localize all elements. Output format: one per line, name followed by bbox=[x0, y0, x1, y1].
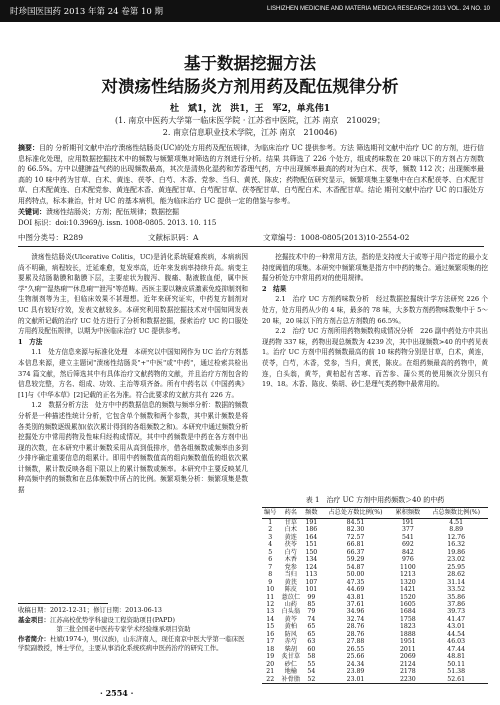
table-cell: 84.51 bbox=[346, 519, 365, 526]
table-cell: 134 bbox=[305, 556, 318, 564]
table-cell: 柴胡 bbox=[284, 645, 297, 653]
table-cell: 842 bbox=[401, 548, 414, 556]
footnote-divider bbox=[18, 603, 108, 604]
table-cell: 1758 bbox=[400, 615, 416, 623]
affiliation-1: (1. 南京中医药大学第一临床医学院 · 江苏省中医院，江苏 南京 210029； bbox=[114, 116, 385, 125]
doi-line: DOI 标识：doi:10.3969/j. issn. 1008-0805. 2013. 10. 115 bbox=[18, 219, 217, 227]
section-divider bbox=[18, 246, 484, 247]
table-cell: 15 bbox=[266, 623, 275, 631]
table-cell: 2124 bbox=[400, 660, 416, 668]
table-cell: 59.29 bbox=[346, 556, 365, 564]
authors: 杜 斌1，沈 洪1，王 军2，单兆伟1 bbox=[169, 104, 331, 114]
table-cell: 44.54 bbox=[447, 630, 466, 638]
table-cell: 19.86 bbox=[447, 548, 466, 556]
table-cell: 12 bbox=[266, 600, 275, 608]
table-cell: 1213 bbox=[400, 571, 416, 579]
title-line-2: 对溃疡性结肠炎方剂用药及配伍规律分析 bbox=[101, 77, 399, 96]
table-cell: 33.52 bbox=[447, 586, 466, 594]
keywords-label: 关键词： bbox=[18, 207, 46, 216]
keywords bbox=[18, 207, 484, 218]
fund-line bbox=[18, 616, 248, 626]
table-cell: 6 bbox=[268, 556, 273, 564]
table-cell: 66.37 bbox=[346, 548, 365, 556]
table-cell: 山药 bbox=[284, 600, 297, 608]
table-cell: 35.86 bbox=[447, 593, 466, 601]
table-cell: 陈皮 bbox=[284, 586, 297, 594]
table-cell: 赤芍 bbox=[284, 638, 297, 646]
table-cell: 补骨脂 bbox=[278, 676, 303, 684]
table-row bbox=[262, 676, 488, 684]
table-cell: 66.81 bbox=[346, 541, 365, 549]
table-cell: 28.62 bbox=[447, 571, 466, 579]
table-cell: 2 bbox=[268, 526, 273, 534]
table-cell: 24.34 bbox=[346, 660, 365, 668]
table-cell: 52 bbox=[303, 676, 319, 684]
table-cell: 16.32 bbox=[447, 541, 466, 549]
title-line-1: 基于数据挖掘方法 bbox=[184, 54, 316, 73]
table-cell: 377 bbox=[401, 526, 414, 534]
table-row bbox=[262, 586, 488, 593]
table-1-title: 表 1 治疗 UC 方剂中用药频数＞40 的中药 bbox=[305, 496, 445, 504]
table-cell: 8.89 bbox=[449, 526, 464, 534]
paragraph: 2.2 治疗 UC 方剂所用药物频数构成情况分析 226 副中药处方中共出现药物 337 味，药物出现总频数为 4239 次，其中出现频数>40 的中药见表 1。治疗 UC 方剂中用药频数最高的前 10 味药物分别是甘草，白术，黄连，茯苓，白芍，木香，党参，当归，黄芪，陈皮。在组药频最高的药物中，黄连，白头翁，黄芩，黄柏起有苦寒、而苦参、蒲公英的使用频次分别只有 19、18。木香、陈皮、柴胡、砂仁是理气类药物中最常用的。 bbox=[262, 327, 488, 389]
table-cell: 55 bbox=[307, 660, 316, 668]
table-cell: 地榆 bbox=[284, 668, 297, 676]
table-cell: 7 bbox=[268, 563, 273, 571]
author-bio bbox=[18, 635, 248, 654]
table-cell: 28.76 bbox=[346, 623, 365, 631]
table-cell: 46.03 bbox=[447, 638, 466, 646]
table-cell: 4.51 bbox=[449, 519, 464, 526]
table-cell: 101 bbox=[305, 586, 318, 594]
table-cell: 1 bbox=[268, 519, 273, 526]
table-cell: 51.38 bbox=[447, 668, 466, 676]
table-cell: 20 bbox=[266, 660, 275, 668]
table-cell: 541 bbox=[401, 533, 414, 541]
table-cell: 2178 bbox=[400, 668, 416, 676]
table-cell: 41.47 bbox=[447, 615, 466, 623]
affiliation-2: 2. 南京信息职业技术学院，江苏 南京 210046) bbox=[162, 128, 338, 137]
page-number: · 2554 · bbox=[100, 688, 134, 698]
table-cell: 60 bbox=[307, 645, 316, 653]
table-cell: 74 bbox=[307, 615, 316, 623]
table-cell: 27.88 bbox=[346, 638, 365, 646]
abstract-label: 摘要： bbox=[18, 143, 40, 152]
table-cell: 191 bbox=[401, 519, 414, 526]
table-header-cell: 占总处方数比例(%) bbox=[320, 508, 392, 519]
table-cell: 薏苡仁 bbox=[281, 593, 301, 601]
table-cell: 9 bbox=[268, 578, 273, 586]
table-cell: 107 bbox=[305, 578, 318, 586]
journal-header-bar bbox=[0, 0, 500, 22]
table-cell: 11 bbox=[266, 593, 275, 601]
table-cell: 37.86 bbox=[447, 600, 466, 608]
table-cell: 2011 bbox=[400, 645, 416, 653]
table-cell: 1421 bbox=[400, 586, 416, 594]
herb-frequency-table bbox=[262, 507, 488, 684]
abstract bbox=[18, 143, 484, 206]
table-cell: 5 bbox=[268, 548, 273, 556]
table-cell: 黄连 bbox=[284, 533, 297, 541]
table-cell: 2230 bbox=[391, 676, 424, 684]
table-header-cell: 累积频数 bbox=[391, 508, 424, 519]
section-heading: 1 方法 bbox=[18, 337, 43, 346]
table-row bbox=[262, 571, 488, 578]
fund-line-2: 第三批全国老中医药专家学术经验继承项目资助 bbox=[18, 625, 191, 633]
footnotes bbox=[18, 606, 248, 654]
table-cell: 黄芩 bbox=[284, 615, 297, 623]
table-cell: 23.01 bbox=[320, 676, 392, 684]
table-cell: 164 bbox=[305, 533, 318, 541]
table-cell: 23.02 bbox=[447, 556, 466, 564]
table-cell: 99 bbox=[307, 593, 316, 601]
table-cell: 32.74 bbox=[346, 615, 365, 623]
table-cell: 43.81 bbox=[346, 593, 365, 601]
table-cell: 14 bbox=[266, 615, 275, 623]
table-cell: 47.35 bbox=[346, 578, 365, 586]
left-column bbox=[18, 252, 248, 496]
document-code: 文献标识码：A bbox=[148, 233, 199, 242]
table-cell: 23.89 bbox=[346, 668, 365, 676]
table-cell: 124 bbox=[305, 563, 318, 571]
table-row bbox=[262, 623, 488, 630]
table-cell: 1520 bbox=[400, 593, 416, 601]
table-cell: 19 bbox=[266, 653, 275, 661]
table-cell: 54 bbox=[307, 668, 316, 676]
table-header-cell: 编号 bbox=[262, 508, 278, 519]
table-cell: 37.61 bbox=[346, 600, 365, 608]
journal-name-cn: 时珍国医国药 2013 年第 24 卷第 10 期 bbox=[10, 7, 163, 17]
author-bio-text: 杜斌(1974-)，男(汉族)，山东济南人，现任南京中医大学第一临床医学院副教授，博士学位，主要从事消化系统疾病中医药治疗的研究工作。 bbox=[18, 634, 245, 652]
table-header-cell: 频数 bbox=[303, 508, 319, 519]
table-cell: 黄柏 bbox=[284, 623, 297, 631]
table-cell: 8 bbox=[268, 571, 273, 579]
abstract-text: 目的 分析期刊文献中治疗溃疡性结肠炎(UC)的处方用药及配伍规律，为临床治疗 UC 提供参考。方法 筛选期刊文献中治疗 UC 的方剂，进行信息标准化处理，应用数据挖掘技术中的频数与频繁项集对筛选的方剂进行分析。结果 共筛选了 226 个处方，组成药味数在 20 味以下的方剂占方剂数的 66.5%。方中以健脾益气药的出现频数最高，其次是清热化湿药和芳香理气药，方中出现频率最高的药对为白术、茯苓，频数 112 次；出现频率最高的 10 味中药为甘草、白术、黄连、茯苓、白芍、木香、党参、当归、黄芪、陈皮；药物配伍研究显示，频繁项集主要集中在白术配茯苓、白术配甘草、白术配黄连、白术配党参、黄连配木香、黄连配甘草、白芍配甘草、茯苓配甘草、白芍配白术、木香配甘草。结论 期刊文献中治疗 UC 的口服处方用药特点，标本兼治，针对 UC 的基本病机，能为临床治疗 UC 提供一定的借鉴与参考。 bbox=[18, 144, 485, 205]
table-row bbox=[262, 638, 488, 645]
table-row bbox=[262, 653, 488, 660]
table-cell: 12.76 bbox=[447, 533, 466, 541]
paragraph: 溃疡性结肠炎(Ulcerative Colitis，UC)是消化系统疑难疾病，本病病因尚不明确，病程较长，迁延难愈，复发率高，近年来发病率持续升高。病变主要累及结肠黏膜和黏膜下层，主要症状为腹泻、腹痛、黏液脓血便，属中医学"久痢""湿热痢""休息痢""泄泻"等范畴。西医主要以糖皮质激素免疫抑制剂和生物制剂等为主，但临床效果不甚理想。近年来研究证实，中药复方制剂对 UC 具有较好疗效，发表文献较多。本研究利用数据挖掘技术对中国知网发表的文献所记载的治疗 UC 处方进行了分析和数据挖掘，探索治疗 UC 的口服处方用药及配伍规律，以期为中医临床治疗 UC 提供参考。 bbox=[18, 253, 248, 336]
table-cell: 3 bbox=[268, 533, 273, 541]
table-cell: 692 bbox=[401, 541, 414, 549]
table-cell: 木香 bbox=[284, 556, 297, 564]
table-cell: 976 bbox=[401, 556, 414, 564]
table-header-row bbox=[262, 508, 488, 519]
table-cell: 砂仁 bbox=[284, 660, 297, 668]
table-cell: 63 bbox=[307, 638, 316, 646]
table-cell: 47.44 bbox=[447, 645, 466, 653]
table-header-cell: 占总频数比例(%) bbox=[424, 508, 488, 519]
fund-label: 基金项目： bbox=[18, 615, 50, 624]
table-cell: 113 bbox=[305, 571, 318, 579]
table-cell: 150 bbox=[305, 548, 318, 556]
table-cell: 50.00 bbox=[346, 571, 365, 579]
table-row bbox=[262, 661, 488, 668]
table-cell: 防风 bbox=[284, 630, 297, 638]
journal-name-en: LISHIZHEN MEDICINE AND MATERIA MEDICA RESEARCH 2013 VOL. 24 NO. 10 bbox=[267, 6, 490, 12]
table-cell: 25.66 bbox=[346, 653, 365, 661]
table-cell: 16 bbox=[266, 630, 275, 638]
table-cell: 79 bbox=[307, 608, 316, 616]
table-cell: 44.69 bbox=[346, 586, 365, 594]
paragraph: 挖掘技术中的一种常用方法，指的是支持度大于或等于用户指定的最小支持度阈值的项集。本研究中频繁项集是指方中中药的集合。通过频繁项集的挖掘分析处方中常用药对的使用规律。 bbox=[262, 253, 488, 283]
table-cell: 65 bbox=[307, 630, 316, 638]
table-row bbox=[262, 594, 488, 601]
fund-text: 江苏高校优势学科建设工程资助项目(PAPD) bbox=[49, 615, 175, 624]
table-cell: 39.73 bbox=[447, 608, 466, 616]
table-cell: 1888 bbox=[400, 630, 416, 638]
table-cell: 50.11 bbox=[447, 660, 466, 668]
table-cell: 1605 bbox=[400, 600, 416, 608]
table-cell: 10 bbox=[266, 586, 275, 594]
table-row bbox=[262, 579, 488, 586]
table-cell: 151 bbox=[305, 541, 318, 549]
table-row bbox=[262, 556, 488, 563]
table-cell: 1684 bbox=[400, 608, 416, 616]
table-cell: 52.61 bbox=[424, 676, 488, 684]
table-cell: 2069 bbox=[400, 653, 416, 661]
table-cell: 34.96 bbox=[346, 608, 365, 616]
table-cell: 54.87 bbox=[346, 563, 365, 571]
table-row bbox=[262, 526, 488, 533]
table-cell: 48.81 bbox=[447, 653, 466, 661]
table-cell: 82.30 bbox=[346, 526, 365, 534]
table-cell: 21 bbox=[266, 668, 275, 676]
table-row bbox=[262, 668, 488, 675]
table-cell: 1100 bbox=[400, 563, 416, 571]
right-column bbox=[262, 252, 488, 390]
table-cell: 茯苓 bbox=[284, 541, 297, 549]
table-cell: 191 bbox=[305, 519, 318, 526]
clc-number: 中图分类号：R289 bbox=[18, 233, 83, 242]
article-number: 文章编号：1008-0805(2013)10-2554-02 bbox=[263, 233, 410, 242]
table-cell: 58 bbox=[307, 653, 316, 661]
table-cell: 25.95 bbox=[447, 563, 466, 571]
table-row bbox=[262, 541, 488, 548]
table-cell: 18 bbox=[266, 645, 275, 653]
table-cell: 白芍 bbox=[284, 548, 297, 556]
table-cell: 甘草 bbox=[284, 519, 297, 526]
table-cell: 1823 bbox=[400, 623, 416, 631]
paragraph: 2.1 治疗 UC 方剂药味数分析 经过数据挖掘统计学方法研究 226 个处方，处方用药从少的 4 味，最多的 78 味，大多数方剂药物味数集中于 5～20 味，20 味以下的方剂占总方剂数的 66.5%。 bbox=[262, 295, 488, 325]
table-cell: 65 bbox=[307, 623, 316, 631]
table-header-cell: 药名 bbox=[278, 508, 303, 519]
table-row bbox=[262, 608, 488, 615]
table-cell: 13 bbox=[266, 608, 275, 616]
table-cell: 黄芪 bbox=[284, 578, 297, 586]
paragraph: 1.1 处方信息来源与标准化处理 本研究以中国知网作为 UC 治疗方剂基本信息来源，建立主题词"溃疡性结肠炎"+"中医"或"中药"，通过检索共检出 374 篇文献，然后筛选其中有具体治疗文献药物的文献，并且治疗方剂包含的信息较完整，方名、组成、功效、主治等项齐备。所有中药名以《中国药典》[1]与《中华本草》[2]记载的正名为准。符合此要求的文献方共有 226 方。 bbox=[18, 348, 248, 399]
table-cell: 4 bbox=[268, 541, 273, 549]
table-cell: 白头翁 bbox=[281, 608, 301, 616]
author-bio-label: 作者简介： bbox=[18, 634, 50, 643]
table-cell: 炙甘草 bbox=[281, 653, 301, 661]
table-cell: 1320 bbox=[400, 578, 416, 586]
table-cell: 26.55 bbox=[346, 645, 365, 653]
table-cell: 31.14 bbox=[447, 578, 466, 586]
table-cell: 1951 bbox=[400, 638, 416, 646]
table-cell: 17 bbox=[266, 638, 275, 646]
table-cell: 85 bbox=[307, 600, 316, 608]
table-cell: 22 bbox=[262, 676, 278, 684]
table-cell: 党参 bbox=[284, 563, 297, 571]
table-cell: 43.01 bbox=[447, 623, 466, 631]
paragraph: 1.2 数据分析方法 处方中中药数据信息的频数与频率分析：数据的频数分析是一种描述性统计分析，它包含单个频数和两个参数，其中累计频数是将各类别的频数逐级累加(依次累计得到的各组频数之和)。本研究中通过频数分析挖掘处方中常用药物及性味归经构成情况，其中中药频数是中药在各方剂中出现的次数，在本研究中累计频数采用从高到低排序，借各组频数或频率由多到少排序确定重要信息的组累计。即用中药频数值高的组向频数值低的组依次累计频数，累计数反映各组下限以上的累计频数或频率。本研究中主要反映某几种高频中药的频数和在总体频数中所占的比例。频繁项集分析：频繁项集是数据 bbox=[18, 401, 248, 495]
keywords-text: 溃疡性结肠炎；方剂；配伍规律；数据挖掘 bbox=[46, 208, 179, 216]
table-cell: 28.76 bbox=[346, 630, 365, 638]
table-cell: 白术 bbox=[284, 526, 297, 534]
table-cell: 72.57 bbox=[346, 533, 365, 541]
received-date: 收稿日期：2012-12-31；修订日期：2013-06-13 bbox=[18, 606, 162, 614]
section-heading: 2 结果 bbox=[262, 284, 287, 293]
table-cell: 186 bbox=[305, 526, 318, 534]
table-cell: 当归 bbox=[284, 571, 297, 579]
